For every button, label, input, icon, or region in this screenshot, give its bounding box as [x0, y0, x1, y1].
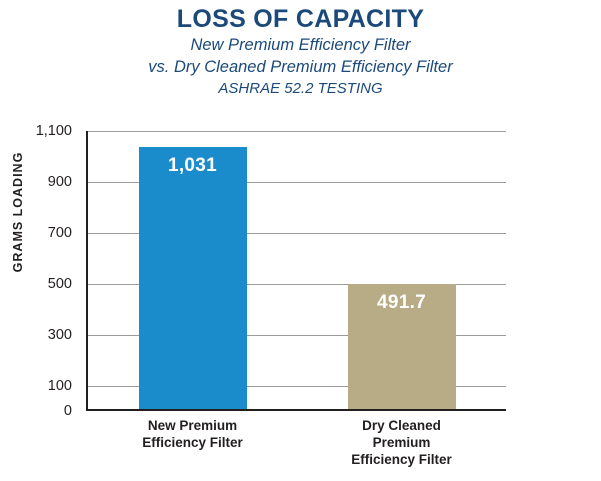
- bar[interactable]: [139, 147, 247, 409]
- y-tick-label: 500: [47, 275, 72, 292]
- bar-value-label: 491.7: [376, 291, 427, 313]
- bar-value-label: 1,031: [167, 154, 218, 176]
- x-axis-category-label: [88, 417, 297, 468]
- y-tick-label: 700: [47, 224, 72, 241]
- chart-subtitle-line-3: ASHRAE 52.2 TESTING: [218, 80, 383, 97]
- y-tick-label: 1,100: [35, 123, 72, 139]
- y-axis-ticks: [0, 123, 80, 419]
- x-axis-category-line: Efficiency Filter: [351, 452, 452, 467]
- bar[interactable]: [348, 284, 456, 409]
- bar-slot: [297, 131, 506, 409]
- chart-title-block: [0, 4, 601, 100]
- x-axis-category-line: Dry Cleaned: [362, 418, 441, 433]
- bar-slot: [88, 131, 297, 409]
- y-axis-title: GRAMS LOADING: [11, 151, 25, 273]
- x-axis-category-label: [297, 417, 506, 468]
- x-axis-category-line: Efficiency Filter: [142, 435, 243, 450]
- chart-subtitle-line-2: vs. Dry Cleaned Premium Efficiency Filter: [148, 58, 453, 76]
- x-axis-labels: [88, 417, 506, 468]
- chart-subtitle-line-1: New Premium Efficiency Filter: [190, 36, 411, 54]
- plot-area: [86, 131, 506, 411]
- x-axis-category-line: Premium: [372, 435, 431, 450]
- y-tick-label: 100: [47, 377, 72, 394]
- y-tick-label: 900: [47, 173, 72, 190]
- x-axis-category-line: New Premium: [147, 418, 238, 433]
- page-title: LOSS OF CAPACITY: [176, 5, 425, 33]
- bar-series: [88, 131, 506, 409]
- y-tick-label: 300: [47, 326, 72, 343]
- y-tick-label: 0: [63, 403, 72, 419]
